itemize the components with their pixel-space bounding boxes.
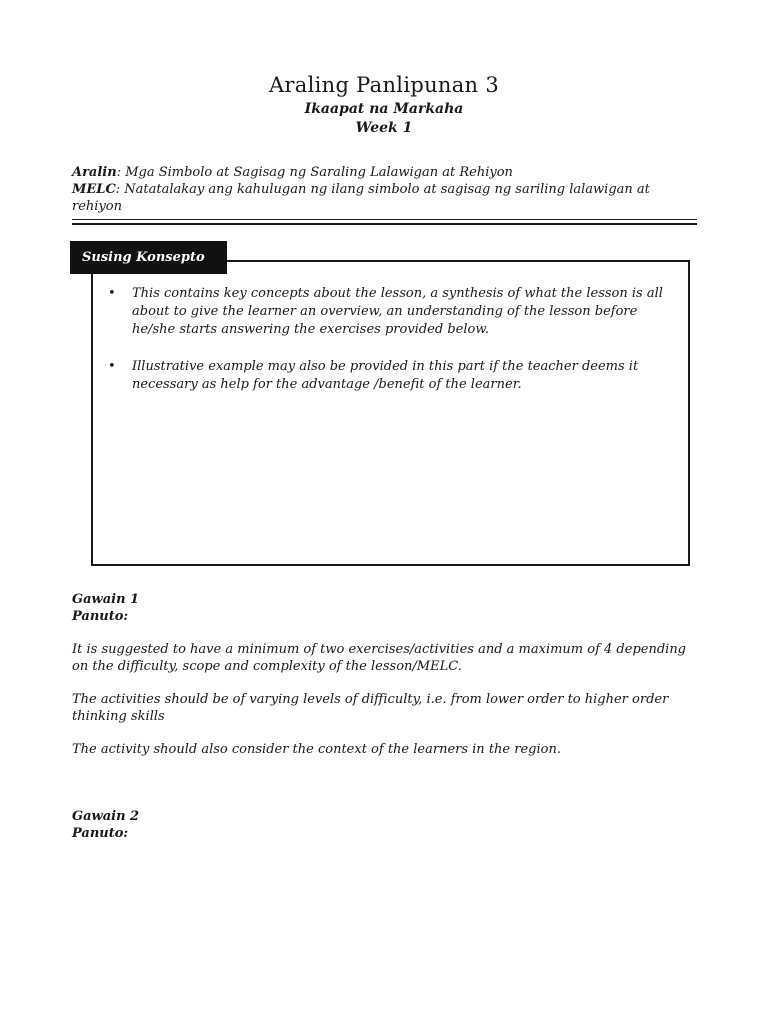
aralin-label: Aralin: [72, 165, 117, 180]
gawain1-paragraph: The activity should also consider the context of the learners in the region.: [72, 742, 561, 757]
gawain1-paragraph: It is suggested to have a minimum of two exercises/activities and a maximum of 4 depending on the difficulty, scope and complexity of the lesson/MELC.: [72, 642, 687, 674]
aralin-text: : Mga Simbolo at Sagisag ng Saraling Lalawigan at Rehiyon: [116, 165, 513, 180]
gawain2-title: Gawain 2: [72, 809, 140, 824]
konsepto-bullet-item: [108, 358, 673, 394]
gawain2-panuto: Panuto:: [72, 826, 129, 841]
quarter-subtitle: Ikaapat na Markaha: [304, 101, 464, 117]
header-rule-thin: [72, 219, 697, 220]
melc-label: MELC: [72, 182, 116, 197]
konsepto-bullet-text: Illustrative example may also be provided in this part if the teacher deems it necessary as help for the advantage /benefit of the learner.: [132, 359, 639, 392]
susing-konsepto-tab: Susing Konsepto: [70, 241, 227, 274]
gawain1-paragraph: The activities should be of varying levels of difficulty, i.e. from lower order to higher order thinking skills: [72, 692, 669, 724]
header-rule-thick: [72, 223, 697, 225]
bullet-icon: •: [108, 359, 116, 374]
gawain1-title: Gawain 1: [72, 592, 140, 607]
bullet-icon: •: [108, 286, 116, 301]
page-title: Araling Panlipunan 3: [268, 73, 500, 97]
konsepto-bullet-list: [108, 285, 673, 413]
gawain1-panuto: Panuto:: [72, 609, 129, 624]
melc-line: [72, 181, 692, 215]
konsepto-bullet-item: [108, 285, 673, 339]
konsepto-bullet-text: This contains key concepts about the lesson, a synthesis of what the lesson is all about to give the learner an overview, an understanding of the lesson before he/she starts answering the exercises provided below.: [132, 286, 663, 337]
melc-text: : Natatalakay ang kahulugan ng ilang simbolo at sagisag ng sariling lalawigan at rehiyon: [72, 182, 650, 214]
aralin-line: [72, 164, 692, 181]
week-subtitle: Week 1: [355, 120, 413, 136]
